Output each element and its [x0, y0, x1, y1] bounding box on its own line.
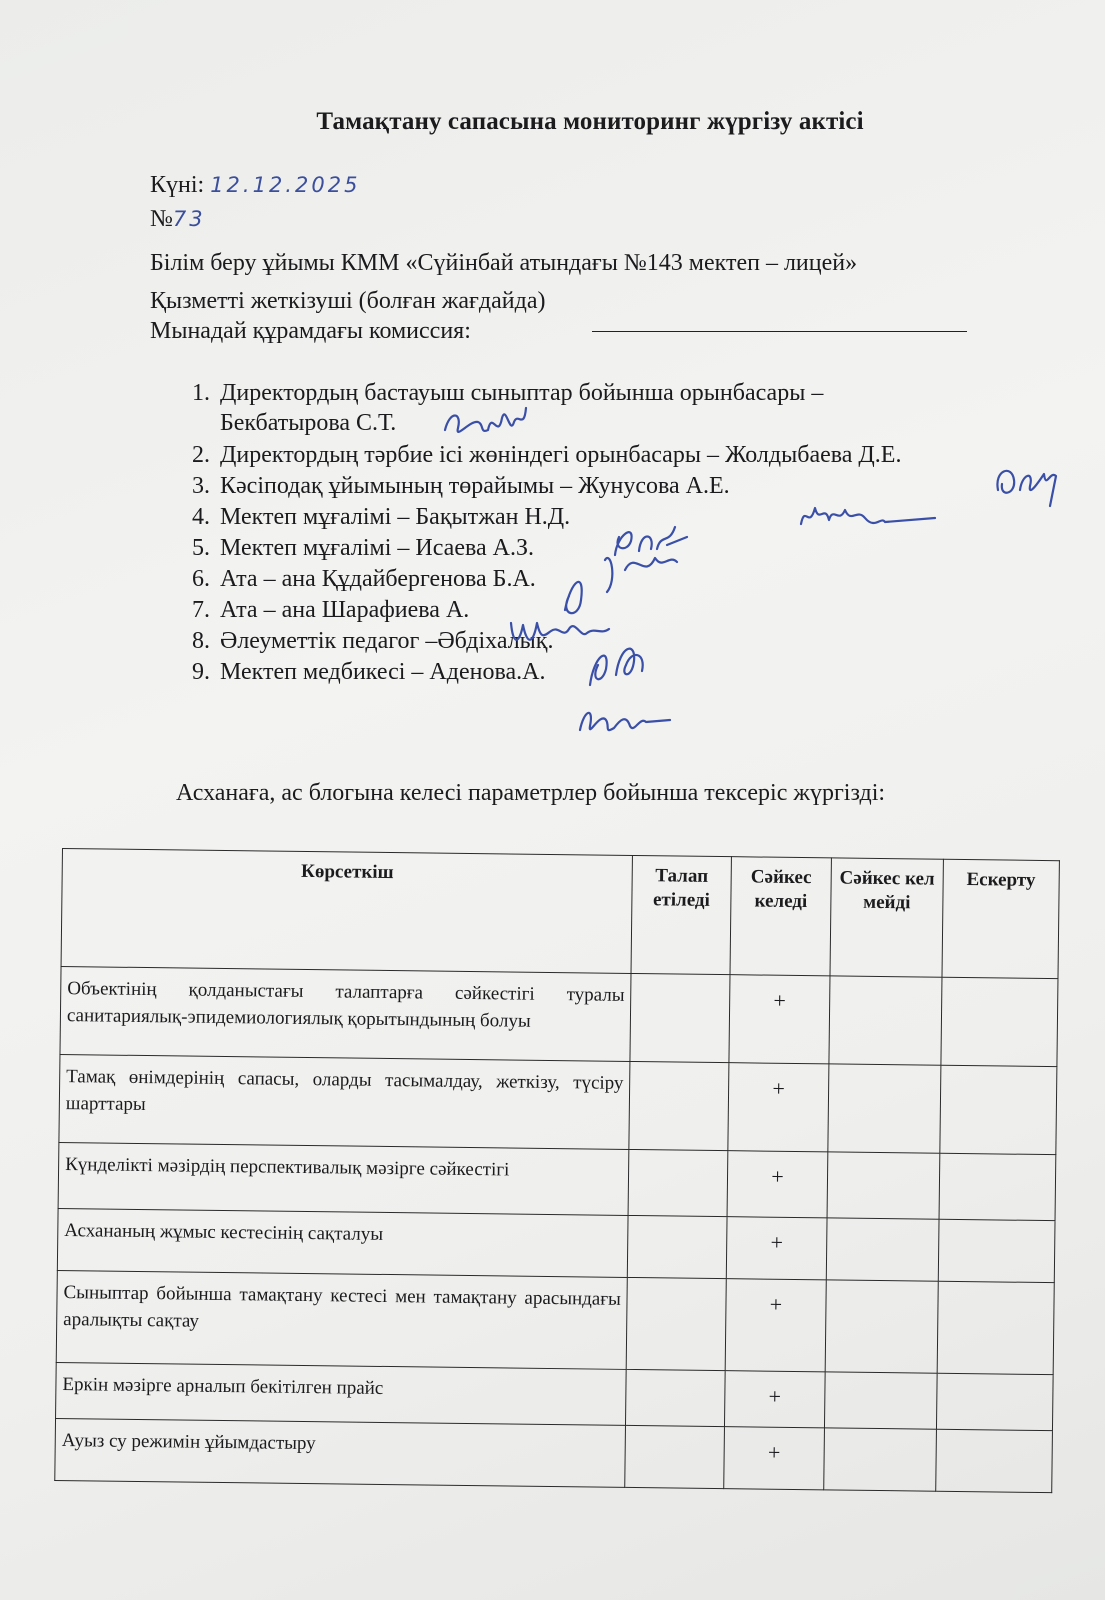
table-row: Объектінің қолданыстағы талаптарға сәйкестігі туралы санитариялық-эпидемиологиялық қорытындының болуы + — [60, 966, 1058, 1066]
list-item: 2. Директордың тәрбие ісі жөніндегі орынбасары – Жолдыбаева Д.Е. — [192, 442, 902, 468]
signature-2 — [990, 450, 1065, 510]
signature-3 — [795, 490, 945, 540]
list-item: 5. Мектеп мұғалімі – Исаева А.З. — [192, 535, 535, 561]
organization-line: Білім беру ұйымы КММ «Сүйінбай атындағы №143 мектеп – лицей» — [150, 250, 858, 276]
inspection-table — [54, 848, 1060, 1493]
signature-8 — [570, 690, 680, 745]
list-item: 7. Ата – ана Шарафиева А. — [192, 597, 470, 623]
number-label: № — [150, 206, 173, 232]
table-row: Ауыз су режимін ұйымдастыру + — [55, 1418, 1053, 1492]
list-item: 6. Ата – ана Құдайбергенова Б.А. — [192, 566, 536, 592]
header-noncompliant: Сәйкес келмейді — [830, 858, 943, 977]
date-label: Күні: — [150, 172, 205, 198]
commission-line: Мынадай құрамдағы комиссия: — [150, 318, 471, 344]
list-item: 8. Әлеуметтік педагог –Әбдіхалық. — [192, 628, 554, 654]
table-row: Сыныптар бойынша тамақтану кестесі мен тамақтану арасындағы аралықты сақтау + — [56, 1270, 1054, 1374]
supplier-line: Қызметті жеткізуші (болған жағдайда) — [150, 288, 546, 314]
table-header-row — [61, 849, 1059, 979]
number-value: 73 — [172, 207, 206, 231]
list-item: 3. Кәсіподақ ұйымының төрайымы – Жунусова А.Е. — [192, 473, 730, 499]
table-row: Еркін мәзірге арналып бекітілген прайс + — [56, 1362, 1054, 1430]
header-note: Ескерту — [942, 859, 1060, 978]
list-item: 1. Директордың бастауыш сыныптар бойынша орынбасары – Бекбатырова С.Т. — [192, 380, 824, 436]
document-title: Тамақтану сапасына мониторинг жүргізу актісі — [316, 108, 864, 135]
signature-1 — [440, 400, 530, 450]
header-required: Талап етіледі — [631, 855, 731, 974]
table-row: Тамақ өнімдерінің сапасы, оларды тасымалдау, жеткізу, түсіру шарттары + — [59, 1054, 1057, 1154]
signature-7 — [580, 625, 660, 700]
header-indicator: Көрсеткіш — [61, 849, 633, 974]
date-line — [150, 172, 360, 199]
table-row: Асхананың жұмыс кестесінің сақталуы + — [57, 1208, 1055, 1282]
supplier-blank — [592, 331, 967, 332]
inspection-intro: Асханаға, ас блогына келесі параметрлер бойынша тексеріс жүргізді: — [176, 780, 886, 806]
list-item: 4. Мектеп мұғалімі – Бақытжан Н.Д. — [192, 504, 571, 530]
table-row: Күнделікті мәзірдің перспективалық мәзірге сәйкестігі + — [58, 1142, 1056, 1220]
number-line — [150, 206, 206, 233]
list-item: 9. Мектеп медбикесі – Аденова.А. — [192, 659, 546, 685]
date-value: 12.12.2025 — [210, 173, 361, 197]
header-compliant: Сәйкес келеді — [730, 857, 832, 976]
